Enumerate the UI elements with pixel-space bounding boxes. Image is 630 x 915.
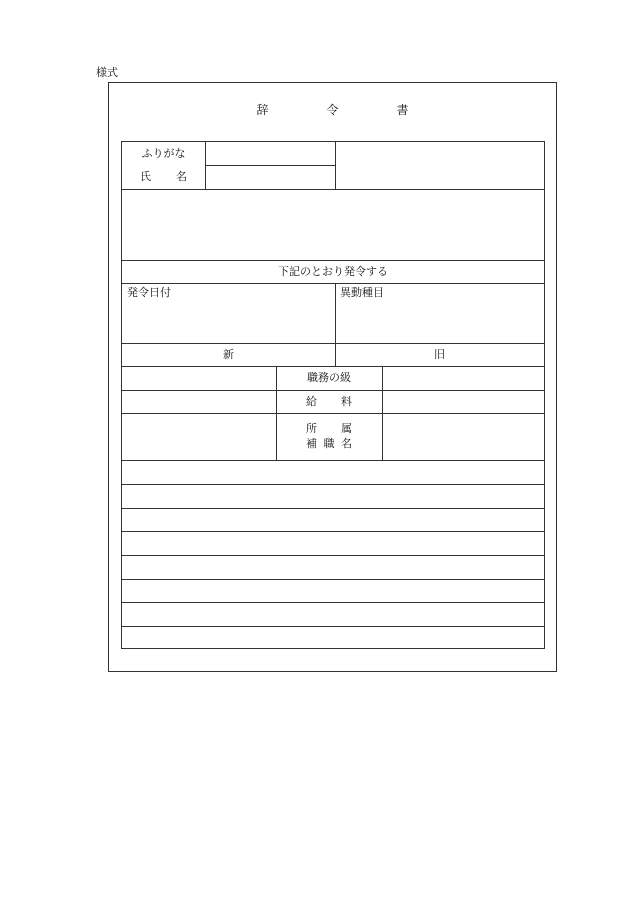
assistant-title-char-2: 職 [323, 437, 335, 450]
new-affiliation-field[interactable] [122, 413, 276, 460]
blank-row[interactable] [122, 626, 544, 648]
salary-label [276, 390, 382, 413]
affiliation-label-char-2: 属 [341, 422, 352, 435]
photo-or-remarks-area[interactable] [335, 142, 544, 189]
assistant-title-char-1: 補 [306, 437, 317, 450]
affiliation-label-char-1: 所 [306, 422, 317, 435]
blank-row[interactable] [122, 508, 544, 531]
title-char-1: 辞 [256, 103, 269, 117]
assistant-title-char-3: 名 [341, 437, 352, 450]
old-affiliation-field[interactable] [382, 413, 544, 460]
furigana-field[interactable] [205, 142, 335, 165]
title-char-2: 令 [326, 103, 339, 117]
old-grade-field[interactable] [382, 366, 544, 390]
name-label [122, 165, 205, 189]
salary-label-char-1: 給 [306, 394, 317, 408]
old-column-header: 旧 [434, 347, 445, 361]
name-label-char-1: 氏 [140, 170, 151, 183]
grade-label: 職務の級 [307, 371, 351, 384]
new-grade-field[interactable] [122, 366, 276, 390]
affiliation-label [276, 413, 382, 460]
transfer-type-label: 異動種目 [340, 286, 384, 299]
issue-date-label: 発令日付 [127, 286, 171, 299]
blank-row[interactable] [122, 460, 544, 484]
blank-row[interactable] [122, 484, 544, 508]
details-area[interactable] [122, 189, 544, 260]
new-column-header: 新 [223, 347, 234, 361]
furigana-label: ふりがな [141, 146, 186, 160]
form-label: 様式 [96, 66, 118, 79]
name-label-char-2: 名 [176, 170, 187, 183]
document-title [108, 102, 557, 118]
salary-label-char-2: 料 [341, 394, 352, 408]
new-salary-field[interactable] [122, 390, 276, 413]
order-statement: 下記のとおり発令する [278, 264, 388, 278]
blank-row[interactable] [122, 531, 544, 555]
blank-row[interactable] [122, 555, 544, 579]
appointment-form [121, 141, 545, 649]
blank-row[interactable] [122, 579, 544, 602]
name-field[interactable] [205, 165, 335, 189]
title-char-3: 書 [396, 103, 409, 117]
old-salary-field[interactable] [382, 390, 544, 413]
blank-row[interactable] [122, 602, 544, 626]
